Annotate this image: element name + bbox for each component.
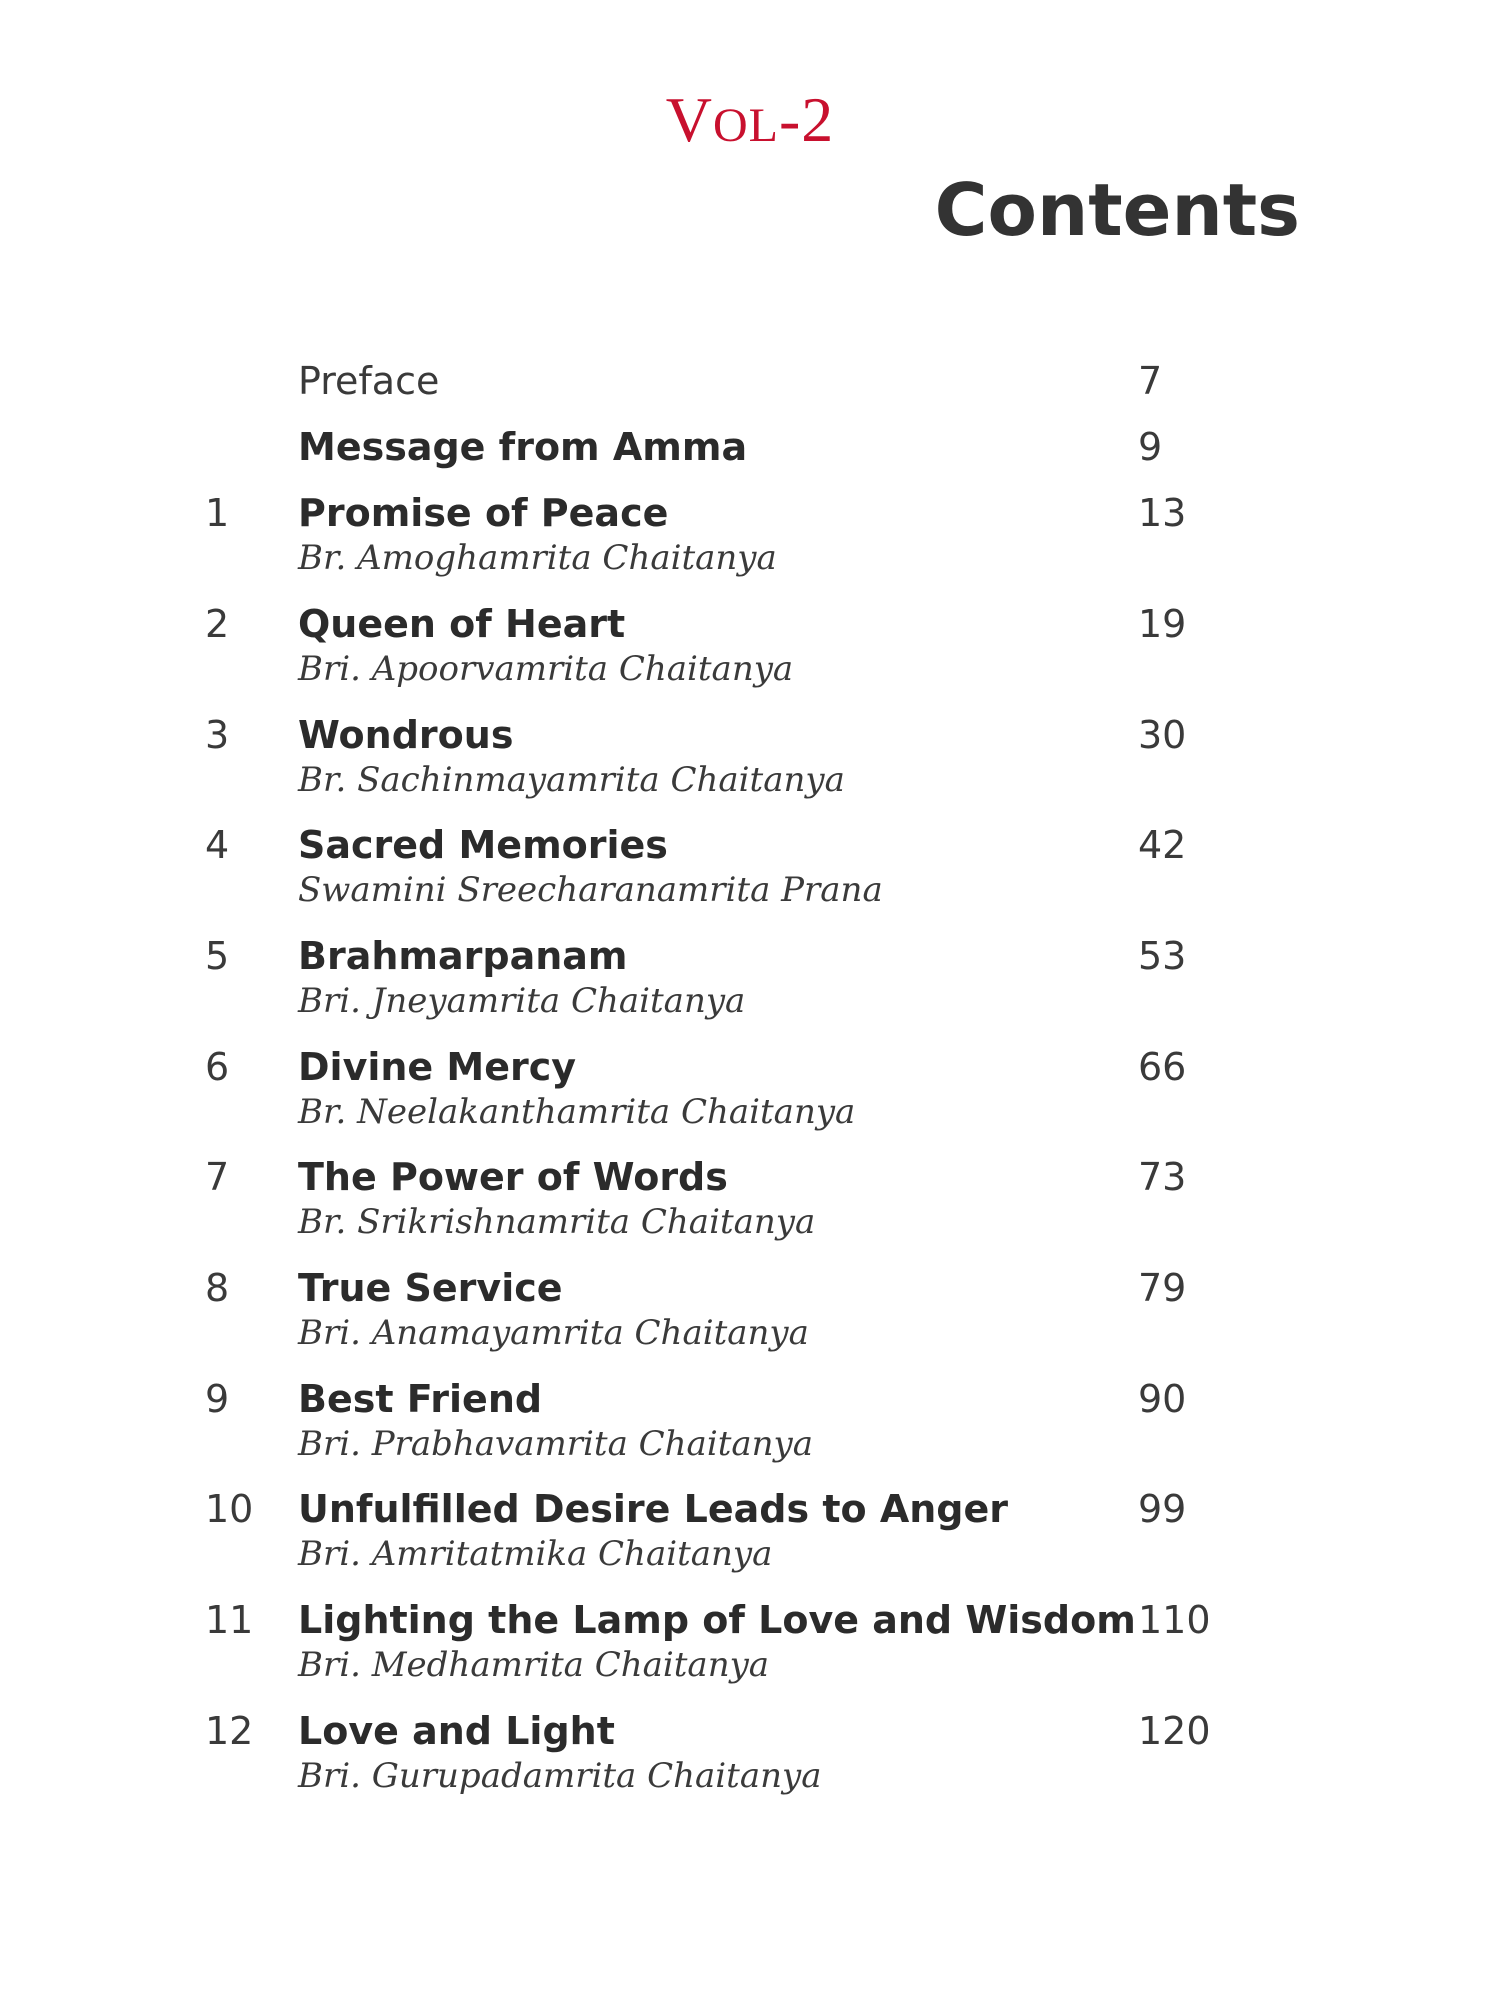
toc-entry-page-number: 19: [1138, 602, 1187, 646]
toc-entry-author: Bri. Anamayamrita Chaitanya: [298, 1313, 809, 1353]
volume-label-rest: OL: [712, 99, 779, 152]
toc-entry-number: 3: [205, 713, 230, 757]
toc-entry-author: Br. Srikrishnamrita Chaitanya: [298, 1202, 816, 1242]
toc-entry-number: 4: [205, 823, 230, 867]
toc-entry-number: 9: [205, 1377, 230, 1421]
toc-entry-page-number: 73: [1138, 1155, 1187, 1199]
volume-label-suffix: -2: [778, 84, 835, 155]
toc-entry-number: 5: [205, 934, 230, 978]
toc-entry-author: Bri. Jneyamrita Chaitanya: [298, 981, 746, 1021]
toc-entry-title: Wondrous: [298, 713, 514, 757]
toc-entry-title: True Service: [298, 1266, 563, 1310]
toc-entry-number: 7: [205, 1155, 230, 1199]
toc-entry-title: Unfulfilled Desire Leads to Anger: [298, 1487, 1008, 1531]
toc-entry-title: Divine Mercy: [298, 1045, 577, 1089]
toc-entry-number: 11: [205, 1598, 254, 1642]
toc-entry-author: Br. Neelakanthamrita Chaitanya: [298, 1092, 856, 1132]
toc-entry-title: Queen of Heart: [298, 602, 626, 646]
toc-entry-title: Preface: [298, 359, 440, 403]
toc-entry-title: Message from Amma: [298, 425, 748, 469]
toc-entry-author: Bri. Gurupadamrita Chaitanya: [298, 1756, 822, 1796]
page-title: Contents: [934, 168, 1300, 252]
toc-entry-page-number: 9: [1138, 425, 1163, 469]
toc-entry-number: 1: [205, 491, 230, 535]
toc-entry-author: Br. Sachinmayamrita Chaitanya: [298, 760, 845, 800]
toc-entry-author: Bri. Apoorvamrita Chaitanya: [298, 649, 794, 689]
toc-entry-author: Bri. Medhamrita Chaitanya: [298, 1645, 770, 1685]
toc-entry-number: 2: [205, 602, 230, 646]
toc-entry-author: Swamini Sreecharanamrita Prana: [298, 870, 883, 910]
toc-entry-page-number: 53: [1138, 934, 1187, 978]
toc-entry-author: Bri. Amritatmika Chaitanya: [298, 1534, 773, 1574]
toc-entry-number: 8: [205, 1266, 230, 1310]
volume-label-initial: V: [665, 84, 713, 155]
toc-entry-page-number: 120: [1138, 1709, 1211, 1753]
toc-entry-page-number: 66: [1138, 1045, 1187, 1089]
toc-entry-title: Lighting the Lamp of Love and Wisdom: [298, 1598, 1136, 1642]
toc-entry-title: The Power of Words: [298, 1155, 728, 1199]
toc-entry-page-number: 13: [1138, 491, 1187, 535]
toc-entry-page-number: 7: [1138, 359, 1163, 403]
toc-entry-title: Best Friend: [298, 1377, 543, 1421]
toc-entry-page-number: 30: [1138, 713, 1187, 757]
toc-entry-number: 6: [205, 1045, 230, 1089]
toc-entry-author: Bri. Prabhavamrita Chaitanya: [298, 1424, 814, 1464]
toc-entry-title: Brahmarpanam: [298, 934, 628, 978]
toc-entry-page-number: 90: [1138, 1377, 1187, 1421]
toc-entry-page-number: 42: [1138, 823, 1187, 867]
toc-entry-title: Sacred Memories: [298, 823, 668, 867]
toc-entry-page-number: 79: [1138, 1266, 1187, 1310]
toc-entry-number: 10: [205, 1487, 254, 1531]
toc-entry-page-number: 99: [1138, 1487, 1187, 1531]
toc-entry-author: Br. Amoghamrita Chaitanya: [298, 538, 777, 578]
toc-entry-number: 12: [205, 1709, 254, 1753]
toc-entry-page-number: 110: [1138, 1598, 1211, 1642]
toc-entry-title: Love and Light: [298, 1709, 615, 1753]
toc-entry-title: Promise of Peace: [298, 491, 669, 535]
